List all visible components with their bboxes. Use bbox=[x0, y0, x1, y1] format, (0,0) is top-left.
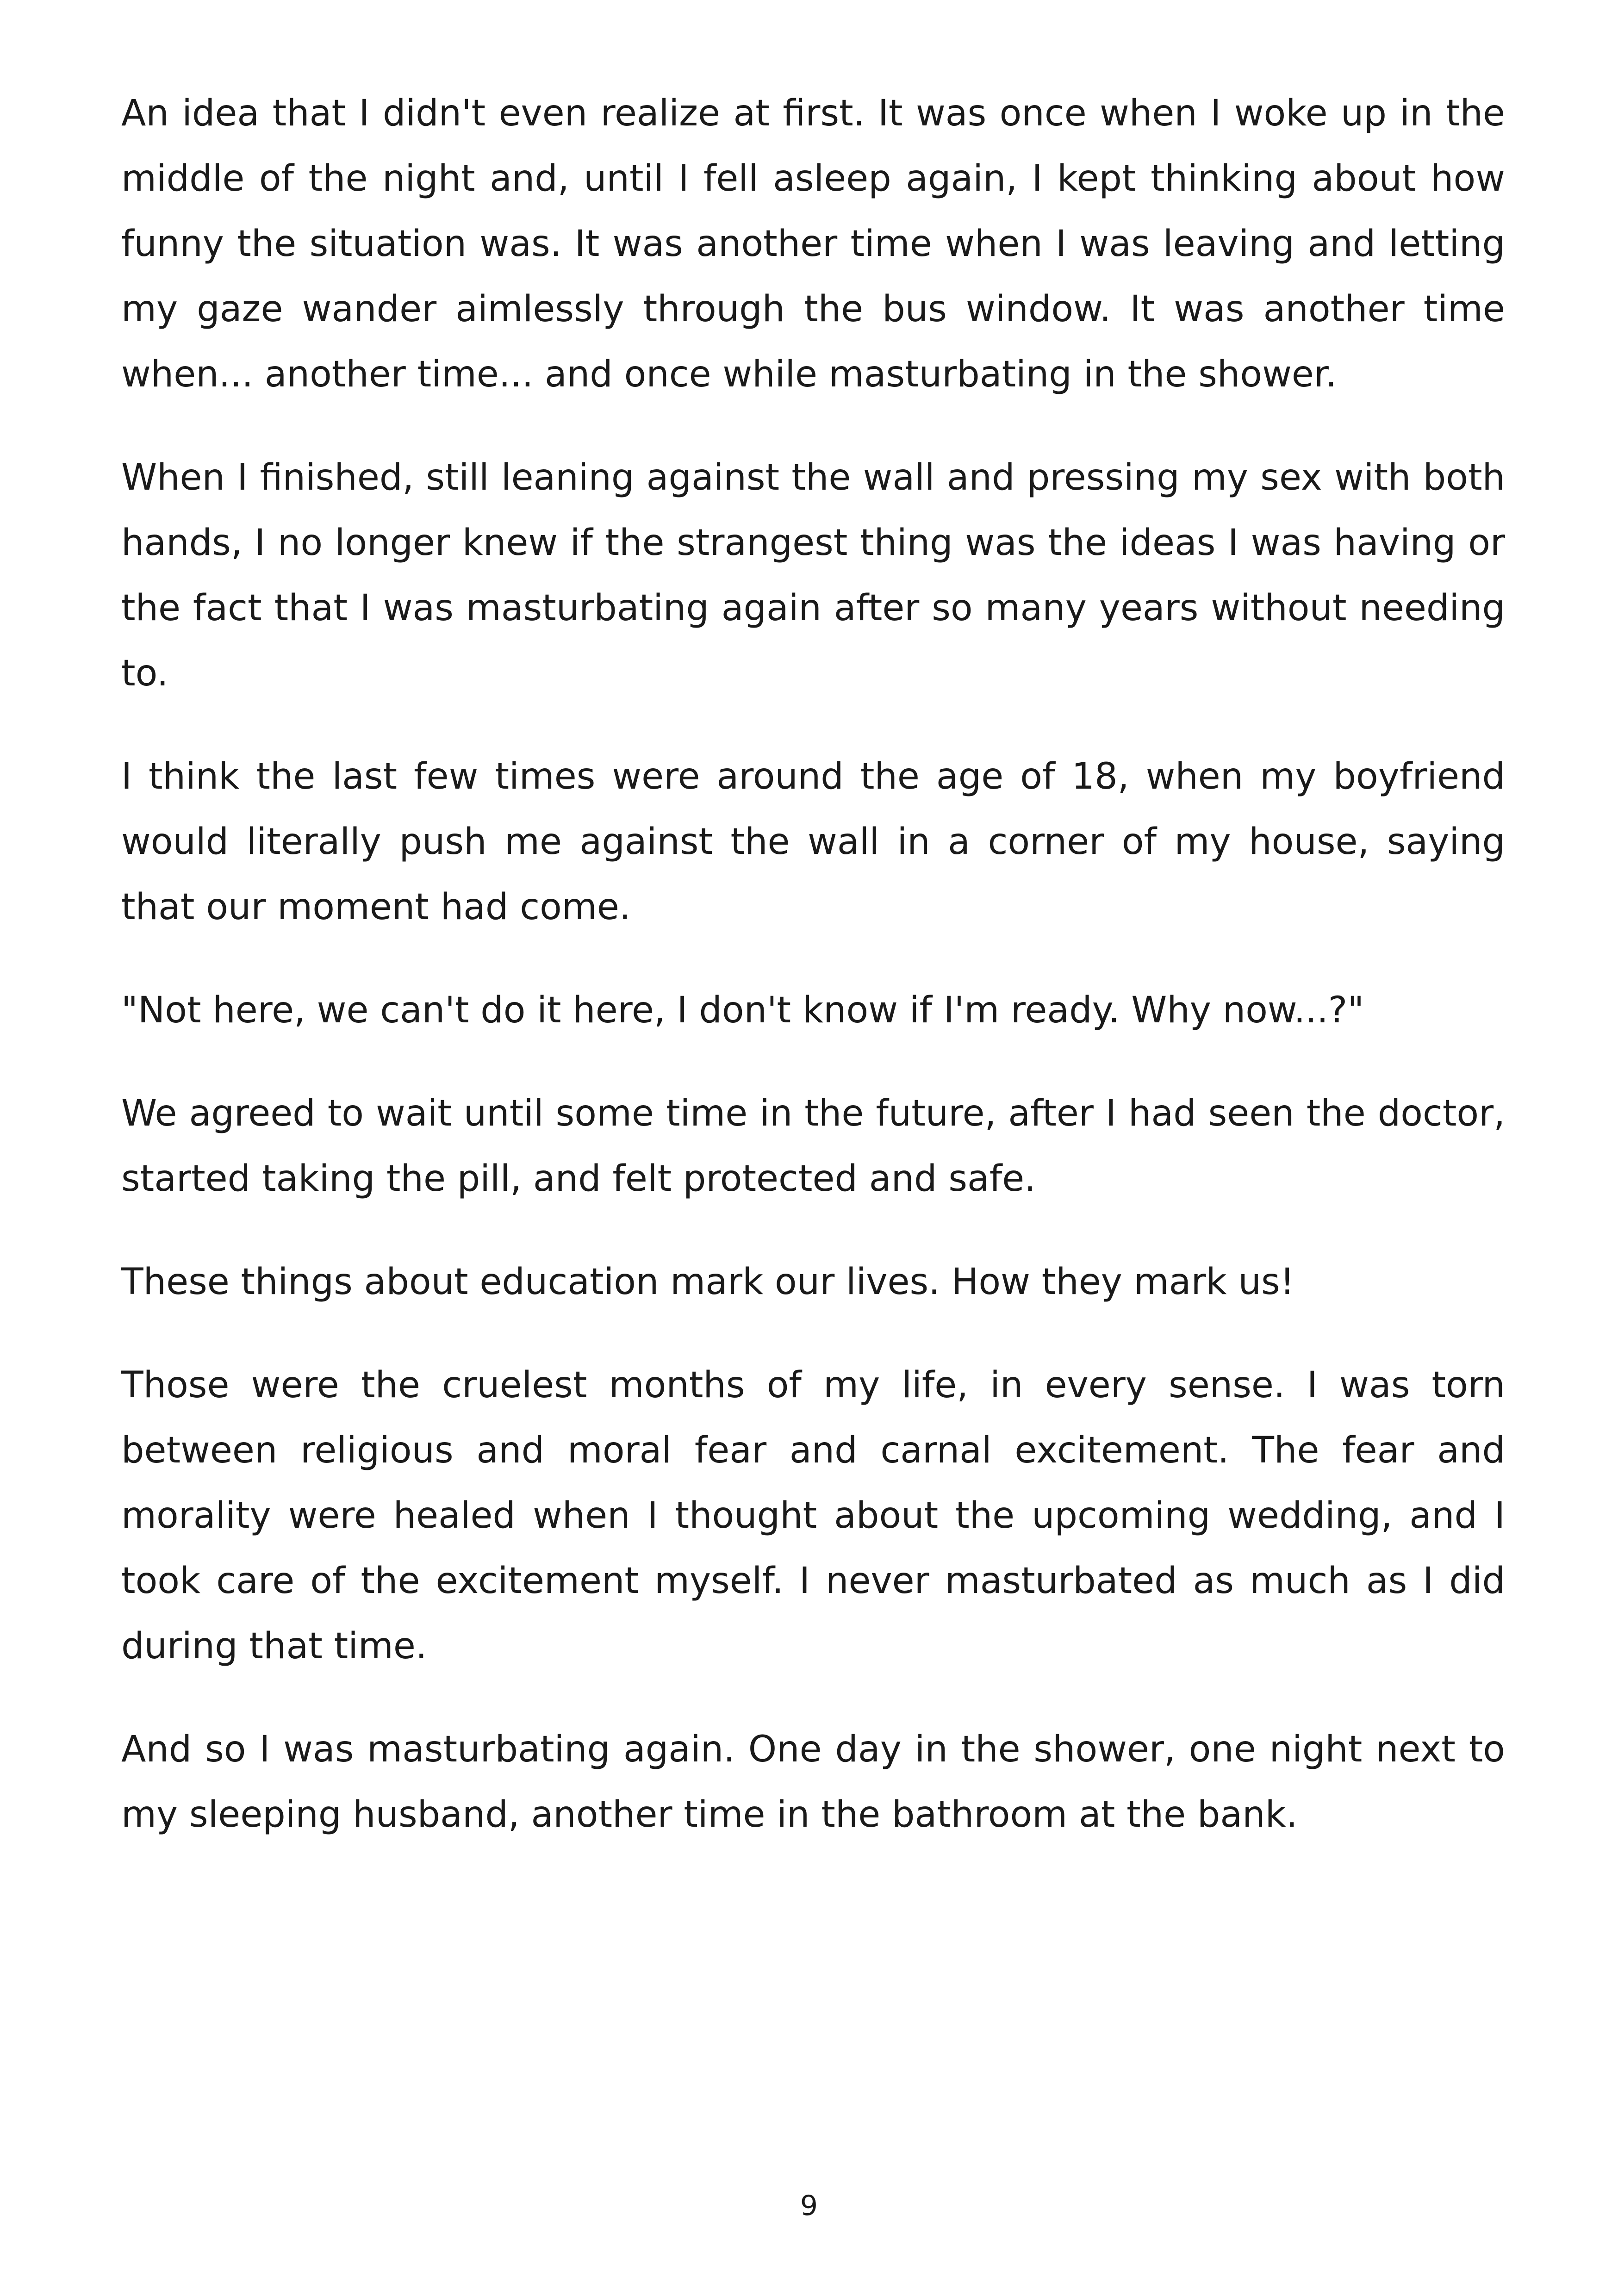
paragraph: An idea that I didn't even realize at first. It was once when I woke up in the middle of the night and, until I fell asleep again, I kept thinking about how funny the situation was. It was another time when I was leaving and letting my gaze wander aimlessly through the bus window. It was another time when... another time... and once while masturbating in the shower. bbox=[121, 93, 1505, 395]
paragraph: When I finished, still leaning against the wall and pressing my sex with both hands, I no longer knew if the strangest thing was the ideas I was having or the fact that I was masturbating again after so many years without needing to. bbox=[121, 457, 1505, 694]
paragraph: We agreed to wait until some time in the future, after I had seen the doctor, started taking the pill, and felt protected and safe. bbox=[121, 1093, 1505, 1200]
paragraph: These things about education mark our lives. How they mark us! bbox=[121, 1261, 1294, 1303]
body-text bbox=[121, 81, 1505, 1885]
paragraph: "Not here, we can't do it here, I don't know if I'm ready. Why now...?" bbox=[121, 989, 1364, 1031]
paragraph: I think the last few times were around the age of 18, when my boyfriend would literally push me against the wall in a corner of my house, saying that our moment had come. bbox=[121, 756, 1505, 928]
page-number: 9 bbox=[800, 2190, 818, 2222]
paragraph: Those were the cruelest months of my life, in every sense. I was torn between religious and moral fear and carnal excitement. The fear and morality were healed when I thought about the upcoming wedding, and I took care of the excitement myself. I never masturbated as much as I did during that time. bbox=[121, 1364, 1505, 1667]
paragraph: And so I was masturbating again. One day in the shower, one night next to my sleeping husband, another time in the bathroom at the bank. bbox=[121, 1729, 1505, 1836]
